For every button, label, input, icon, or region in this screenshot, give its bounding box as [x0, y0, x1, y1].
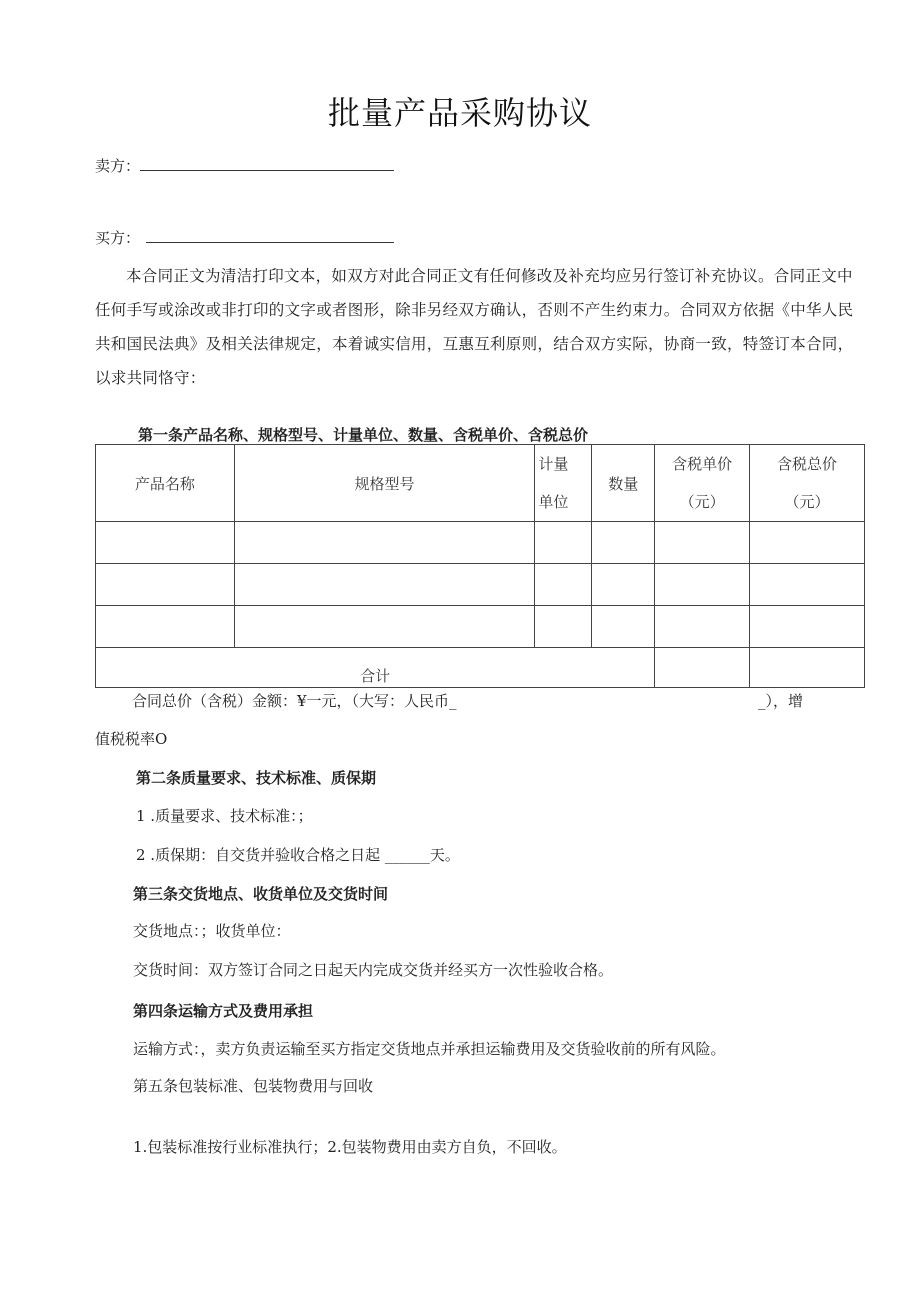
table-cell[interactable]: [535, 522, 592, 564]
buyer-line: [95, 228, 394, 248]
article2-item2-suffix: 天。: [429, 846, 460, 864]
table-cell[interactable]: [655, 606, 750, 648]
header-quantity: 数量: [592, 445, 655, 522]
article2-item2: [136, 845, 460, 865]
article2-heading: 第二条质量要求、技术标准、质保期: [136, 769, 377, 787]
total-amount-cell[interactable]: [750, 648, 865, 688]
table-cell[interactable]: [96, 564, 235, 606]
seller-blank: [140, 156, 394, 171]
total-amount-suffix: _），增: [758, 692, 804, 710]
total-amount-prefix: 合同总价（含税）金额：¥一元，（大写：人民币_: [132, 692, 457, 710]
article2-item1: 1 .质量要求、技术标准：；: [136, 807, 313, 825]
seller-line: [95, 156, 394, 176]
article3-time: 交货时间：双方签订合同之日起天内完成交货并经买方一次性验收合格。: [133, 961, 614, 979]
buyer-blank: [146, 228, 394, 243]
header-unit-price: 含税单价 （元）: [655, 445, 750, 522]
table-cell[interactable]: [96, 522, 235, 564]
table-cell[interactable]: [96, 606, 235, 648]
article2-item2-prefix: 2 .质保期：自交货并验收合格之日起: [136, 846, 381, 864]
product-table: [95, 444, 865, 688]
table-cell[interactable]: [750, 564, 865, 606]
table-cell[interactable]: [234, 606, 535, 648]
document-title: 批量产品采购协议: [327, 94, 592, 132]
table-cell[interactable]: [750, 522, 865, 564]
table-cell[interactable]: [592, 606, 655, 648]
table-cell[interactable]: [535, 564, 592, 606]
table-cell[interactable]: [535, 606, 592, 648]
header-unit: 计量 单位: [535, 445, 592, 522]
table-cell[interactable]: [592, 522, 655, 564]
article2-item2-blank: ______: [384, 846, 430, 864]
table-header-row: [96, 445, 865, 522]
table-row: [96, 564, 865, 606]
article1-heading: 第一条产品名称、规格型号、计量单位、数量、含税单价、含税总价: [138, 426, 589, 444]
article3-heading: 第三条交货地点、收货单位及交货时间: [133, 885, 389, 903]
table-cell[interactable]: [750, 606, 865, 648]
header-product-name: 产品名称: [96, 445, 235, 522]
table-row: [96, 606, 865, 648]
table-cell[interactable]: [234, 522, 535, 564]
buyer-label: 买方：: [95, 229, 141, 247]
table-cell[interactable]: [655, 522, 750, 564]
preamble-paragraph: [95, 259, 865, 395]
table-row: [96, 522, 865, 564]
seller-label: 卖方：: [95, 157, 141, 175]
table-cell[interactable]: [655, 564, 750, 606]
table-cell[interactable]: [234, 564, 535, 606]
vat-rate-line: 值税税率O: [95, 730, 168, 748]
article3-place: 交货地点：；收货单位：: [133, 922, 291, 940]
total-unit-price-cell[interactable]: [655, 648, 750, 688]
table-cell[interactable]: [592, 564, 655, 606]
preamble-text: 本合同正文为清洁打印文本，如双方对此合同正文有任何修改及补充均应另行签订补充协议。合同正文中任何手写或涂改或非打印的文字或者图形，除非另经双方确认，否则不产生约束力。合同双方依据《中华人民共和国民法典》及相关法律规定，本着诚实信用，互惠互利原则，结合双方实际，协商一致，特签订本合同，以求共同恪守：: [95, 267, 854, 387]
article4-heading: 第四条运输方式及费用承担: [133, 1002, 314, 1020]
article5-text: 1.包装标准按行业标准执行；2.包装物费用由卖方自负，不回收。: [133, 1138, 567, 1156]
total-label-cell: 合计: [96, 648, 655, 688]
article5-heading: 第五条包装标准、包装物费用与回收: [133, 1077, 374, 1095]
article4-text: 运输方式：，卖方负责运输至买方指定交货地点并承担运输费用及交货验收前的所有风险。: [133, 1040, 726, 1058]
table-total-row: [96, 648, 865, 688]
header-spec-model: 规格型号: [234, 445, 535, 522]
header-total-price: 含税总价 （元）: [750, 445, 865, 522]
